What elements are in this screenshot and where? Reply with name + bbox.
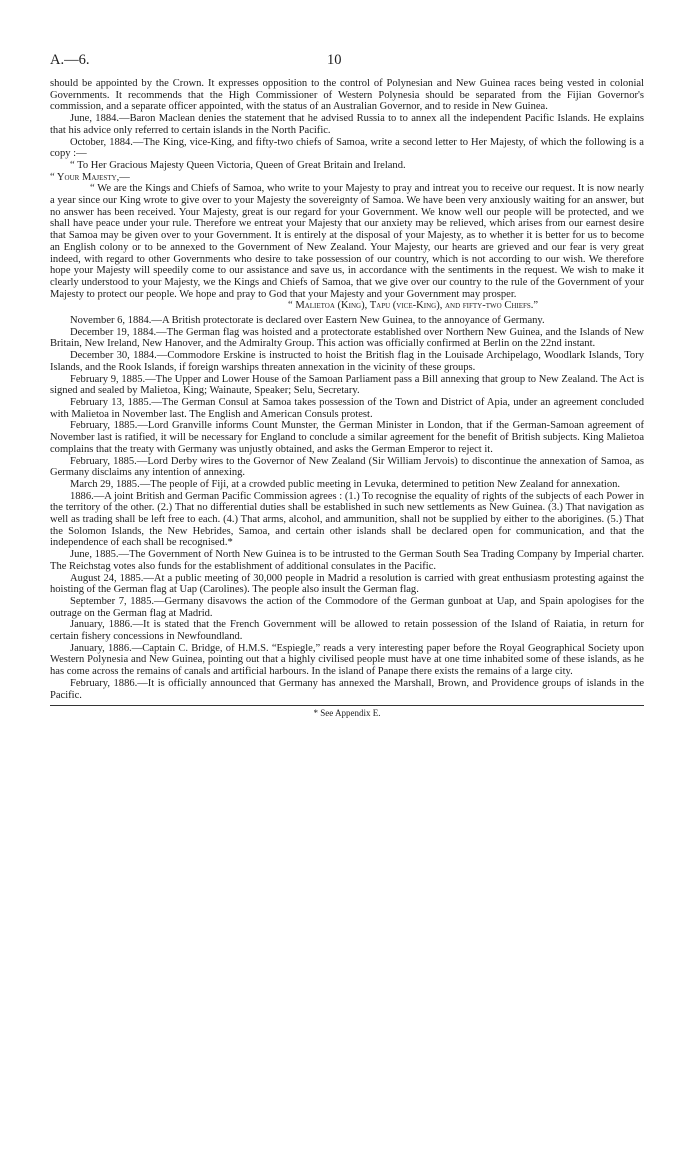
- paragraph: January, 1886.—It is stated that the French Government will be allowed to retain possession of the Island of Raiatia, in return for certain fishery concessions in Newfoundland.: [50, 619, 644, 643]
- paragraph: October, 1884.—The King, vice-King, and fifty-two chiefs of Samoa, write a second letter to Her Majesty, of which the following is a copy :—: [50, 136, 644, 160]
- paragraph: December 30, 1884.—Commodore Erskine is instructed to hoist the British flag in the Louisade Archipelago, Woodlark Islands, Tory Islands, and the Rook Islands, if foreign warships threaten annexation in the vicinity of these groups.: [50, 350, 644, 373]
- letter-signature: “ Malietoa (King), Tapu (vice-King), and fifty-two Chiefs.”: [288, 300, 539, 312]
- letter-address: “ To Her Gracious Majesty Queen Victoria, Queen of Great Britain and Ireland.: [70, 159, 406, 171]
- footnote-rule: [50, 705, 644, 706]
- paragraph: February, 1886.—It is officially announced that Germany has annexed the Marshall, Brown, and Providence groups of islands in the Pacific.: [50, 677, 644, 701]
- paragraph: September 7, 1885.—Germany disavows the action of the Commodore of the German gunboat at Uap, and Spain apologises for the outrage on the German flag at Madrid.: [50, 595, 644, 619]
- paragraph: March 29, 1885.—The people of Fiji, at a crowded public meeting in Levuka, determined to petition New Zealand for annexation.: [70, 478, 621, 490]
- paragraph: August 24, 1885.—At a public meeting of 30,000 people in Madrid a resolution is carried with great enthusiasm protesting against the hoisting of the German flag at Uap (Carolines). The people also insult the German flag.: [50, 572, 644, 596]
- paragraph: November 6, 1884.—A British protectorate is declared over Eastern New Guinea, to the annoyance of Germany.: [70, 315, 545, 327]
- page-body: [50, 78, 644, 701]
- paragraph: 1886.—A joint British and German Pacific Commission agrees : (1.) To recognise the equality of rights of the subjects of each Power in the territory of the other. (2.) That no differential duties shall be established in such new settlements as New Guinea. (3.) That navigation as well as trading shall be left free to each. (4.) That arms, alcohol, and ammunition, shall not be supplied by either to the aborigines. (5.) That the Solomon Islands, the New Hebrides, Samoa, and certain other islands shall be declared open for communication, and that the independence of each shall be recognised.*: [50, 490, 644, 549]
- footnote: * See Appendix E.: [313, 708, 381, 718]
- paragraph: February, 1885.—Lord Derby wires to the Governor of New Zealand (Sir William Jervois) to discontinue the annexation of Samoa, as Germany disclaims any intention of annexing.: [50, 455, 644, 479]
- paragraph: June, 1885.—The Government of North New Guinea is to be intrusted to the German South Sea Trading Company by Imperial charter. The Reichstag votes also funds for the establishment of additional consulates in the Pacific.: [50, 549, 644, 572]
- paragraph: February, 1885.—Lord Granville informs Count Munster, the German Minister in London, that if the German-Samoan agreement of November last is ratified, it will be necessary for England to conclude a similar agreement for the benefit of British subjects. King Malietoa complains that the treaty with Germany was unjustly obtained, and asks the German Emperor to reject it.: [50, 420, 644, 455]
- paragraph: June, 1884.—Baron Maclean denies the statement that he advised Russia to to annex all the independent Pacific Islands. He explains that his advice only referred to certain islands in the North Pacific.: [50, 113, 644, 136]
- page-number: 10: [327, 52, 342, 68]
- letter-salutation: “ Your Majesty,—: [50, 171, 130, 183]
- letter-body: “ We are the Kings and Chiefs of Samoa, who write to your Majesty to pray and intreat you to receive our request. It is now nearly a year since our King wrote to give over to your Majesty the sovereignty of Samoa. We have been very anxiously waiting for an answer, but no answer has been received. Your Majesty, great is our regard for your Government. We know well our people will be protected, and we shall have peace under your rule. Therefore we entreat your Majesty that our anxiety may be relieved, which arises from our earnest desire that Samoa may be given over to your Government. It is entirely at the disposal of your Majesty, as to whether it is better for us to become an English colony or to be annexed to the Government of New Zealand. Your Majesty, our hearts are grieved and our fear is very great indeed, with regard to other Governments who desire to take possession of our country, which is not according to our wish. We therefore hope your Majesty will speedily come to our assistance and save us, in accordance with the sentiments in the request. We wish to make it clearly understood to your Majesty, we the Kings and Chiefs of Samoa, that we give over our country to the rule of the Government of your Majesty to protect our people. We hope and pray to God that your Majesty and your Government may prosper.: [50, 183, 644, 300]
- paragraph: should be appointed by the Crown. It expresses opposition to the control of Polynesian and New Guinea races being vested in colonial Governments. It recommends that the High Commissioner of Western Polynesia should be separated from the Fijian Governor's commission, and a separate officer appointed, with the status of an Australian Governor, and to reside in New Guinea.: [50, 78, 644, 113]
- paragraph: February 13, 1885.—The German Consul at Samoa takes possession of the Town and District of Apia, under an agreement concluded with Malietoa in November last. The English and American Consuls protest.: [50, 396, 644, 420]
- paragraph: December 19, 1884.—The German flag was hoisted and a protectorate established over Northern New Guinea, and the Islands of New Britain, New Ireland, New Hanover, and the Admiralty Group. This action was officially confirmed at Berlin on the 22nd instant.: [50, 326, 644, 350]
- paragraph: January, 1886.—Captain C. Bridge, of H.M.S. “Espiegle,” reads a very interesting paper before the Royal Geographical Society upon Western Polynesia and New Guinea, pointing out that a highly civilised people must have at one time inhabited some of these islands, as he has come across the remains of canals and artificial harbours. In the island of Panape there exists the remains of a large city.: [50, 642, 644, 678]
- document-code: A.—6.: [50, 52, 90, 68]
- paragraph: February 9, 1885.—The Upper and Lower House of the Samoan Parliament pass a Bill annexing that group to New Zealand. The Act is signed and sealed by Malietoa, King; Wainaute, Speaker; Selu, Secretary.: [50, 373, 644, 397]
